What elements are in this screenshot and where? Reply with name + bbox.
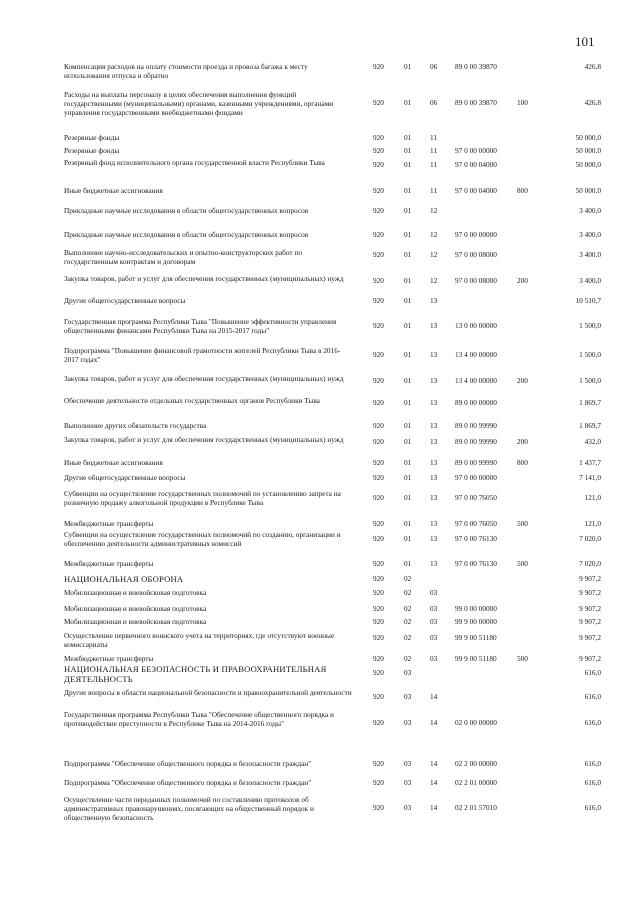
row-csr: 13 4 00 00000 bbox=[455, 376, 497, 385]
row-name: Субвенции на осуществление государственных полномочий по установлению запрета на розничную продажу алкогольной продукции в Республике Тыва bbox=[64, 489, 341, 507]
row-ved: 920 bbox=[373, 186, 384, 195]
row-pr: 13 bbox=[430, 376, 438, 385]
row-csr: 97 0 00 00000 bbox=[455, 146, 497, 155]
row-ved: 920 bbox=[373, 350, 384, 359]
row-rz: 01 bbox=[404, 186, 412, 195]
row-pr: 13 bbox=[430, 534, 438, 543]
row-pr: 13 bbox=[430, 350, 438, 359]
row-name: Государственная программа Республики Тыва "Повышение эффективности управления общественными финансами Республики Тыва на 2015-2017 годы" bbox=[64, 317, 337, 335]
row-csr: 02 2 00 00000 bbox=[455, 759, 497, 768]
row-name: Осуществление части переданных полномочий по составлению протоколов об административных правонарушениях, посягающих на общественный порядок и общественную безопасность bbox=[64, 795, 314, 822]
row-ved: 920 bbox=[373, 160, 384, 169]
row-ved: 920 bbox=[373, 493, 384, 502]
row-name: Резервный фонд исполнительного органа государственной власти Республики Тыва bbox=[64, 158, 325, 167]
row-name: Другие вопросы в области национальной безопасности и правоохранительной деятельности bbox=[64, 688, 352, 697]
row-name: Подпрограмма "Повышение финансовой грамотности жителей Республики Тыва в 2016-2017 годах" bbox=[64, 346, 341, 364]
row-sum: 1 500,0 bbox=[579, 350, 601, 359]
row-rz: 01 bbox=[404, 421, 412, 430]
row-csr: 99 0 00 00000 bbox=[455, 604, 497, 613]
row-sum: 3 400,0 bbox=[579, 276, 601, 285]
row-ved: 920 bbox=[373, 296, 384, 305]
row-name: Другие общегосударственные вопросы bbox=[64, 296, 186, 305]
row-sum: 7 020,0 bbox=[579, 559, 601, 568]
row-vr: 800 bbox=[517, 458, 528, 467]
row-name: Прикладные научные исследования в области общегосударственных вопросов bbox=[64, 230, 309, 239]
row-ved: 920 bbox=[373, 519, 384, 528]
row-rz: 03 bbox=[404, 718, 412, 727]
row-rz: 01 bbox=[404, 493, 412, 502]
row-ved: 920 bbox=[373, 559, 384, 568]
row-ved: 920 bbox=[373, 230, 384, 239]
row-pr: 14 bbox=[430, 718, 438, 727]
row-pr: 11 bbox=[430, 160, 438, 169]
row-pr: 03 bbox=[430, 654, 438, 663]
row-ved: 920 bbox=[373, 718, 384, 727]
row-csr: 89 0 00 99990 bbox=[455, 421, 497, 430]
row-pr: 12 bbox=[430, 276, 438, 285]
row-sum: 1 500,0 bbox=[579, 376, 601, 385]
row-pr: 13 bbox=[430, 296, 438, 305]
row-vr: 100 bbox=[517, 98, 528, 107]
row-ved: 920 bbox=[373, 146, 384, 155]
row-csr: 13 0 00 00000 bbox=[455, 321, 497, 330]
row-sum: 10 510,7 bbox=[575, 296, 601, 305]
row-ved: 920 bbox=[373, 534, 384, 543]
row-rz: 02 bbox=[404, 574, 412, 583]
row-rz: 02 bbox=[404, 654, 412, 663]
row-sum: 7 141,0 bbox=[579, 473, 601, 482]
row-vr: 200 bbox=[517, 437, 528, 446]
row-name: Мобилизационная и вневойсковая подготовка bbox=[64, 604, 207, 613]
row-vr: 500 bbox=[517, 559, 528, 568]
row-csr: 02 2 01 57010 bbox=[455, 803, 497, 812]
row-name: Мобилизационная и вневойсковая подготовка bbox=[64, 617, 207, 626]
row-name: Выполнение научно-исследовательских и опытно-конструкторских работ по государственным контрактам и договорам bbox=[64, 248, 302, 266]
row-name: Выполнение других обязательств государства bbox=[64, 421, 207, 430]
row-pr: 13 bbox=[430, 559, 438, 568]
row-ved: 920 bbox=[373, 321, 384, 330]
row-rz: 01 bbox=[404, 559, 412, 568]
row-ved: 920 bbox=[373, 759, 384, 768]
row-rz: 03 bbox=[404, 759, 412, 768]
row-csr: 02 0 00 00000 bbox=[455, 718, 497, 727]
row-csr: 97 0 00 00000 bbox=[455, 230, 497, 239]
row-sum: 616,0 bbox=[584, 759, 601, 768]
row-rz: 01 bbox=[404, 250, 412, 259]
row-pr: 14 bbox=[430, 759, 438, 768]
row-ved: 920 bbox=[373, 133, 384, 142]
row-ved: 920 bbox=[373, 778, 384, 787]
row-rz: 01 bbox=[404, 519, 412, 528]
row-name: Компенсация расходов на оплату стоимости проезда и провоза багажа к месту использования отпуска и обратно bbox=[64, 62, 308, 80]
row-rz: 01 bbox=[404, 437, 412, 446]
row-vr: 500 bbox=[517, 519, 528, 528]
row-ved: 920 bbox=[373, 803, 384, 812]
row-pr: 03 bbox=[430, 617, 438, 626]
row-csr: 97 0 00 00000 bbox=[455, 473, 497, 482]
row-sum: 1 437,7 bbox=[579, 458, 601, 467]
row-name: Прикладные научные исследования в области общегосударственных вопросов bbox=[64, 206, 309, 215]
row-csr: 89 0 00 39870 bbox=[455, 62, 497, 71]
row-sum: 1 869,7 bbox=[579, 421, 601, 430]
row-rz: 02 bbox=[404, 604, 412, 613]
row-sum: 426,8 bbox=[584, 98, 601, 107]
row-csr: 97 0 00 04000 bbox=[455, 160, 497, 169]
row-vr: 200 bbox=[517, 276, 528, 285]
row-csr: 99 9 00 51180 bbox=[455, 654, 497, 663]
row-rz: 01 bbox=[404, 146, 412, 155]
row-sum: 50 000,0 bbox=[575, 186, 601, 195]
row-name: НАЦИОНАЛЬНАЯ ОБОРОНА bbox=[64, 574, 184, 584]
row-csr: 97 0 00 76130 bbox=[455, 534, 497, 543]
row-ved: 920 bbox=[373, 421, 384, 430]
row-pr: 14 bbox=[430, 778, 438, 787]
row-sum: 426,8 bbox=[584, 62, 601, 71]
row-name: Мобилизационная и вневойсковая подготовка bbox=[64, 588, 207, 597]
row-rz: 02 bbox=[404, 633, 412, 642]
row-rz: 03 bbox=[404, 668, 412, 677]
row-pr: 14 bbox=[430, 692, 438, 701]
row-ved: 920 bbox=[373, 376, 384, 385]
row-ved: 920 bbox=[373, 588, 384, 597]
row-ved: 920 bbox=[373, 617, 384, 626]
row-rz: 01 bbox=[404, 133, 412, 142]
row-ved: 920 bbox=[373, 574, 384, 583]
row-pr: 12 bbox=[430, 250, 438, 259]
row-pr: 12 bbox=[430, 230, 438, 239]
row-pr: 11 bbox=[430, 146, 438, 155]
row-name: Государственная программа Республики Тыва "Обеспечение общественного порядка и противодействие преступности в Республике Тыва на 2014-2016 годы" bbox=[64, 710, 334, 728]
row-name: Межбюджетные трансферты bbox=[64, 519, 154, 528]
row-pr: 03 bbox=[430, 604, 438, 613]
row-csr: 97 0 00 76050 bbox=[455, 519, 497, 528]
row-rz: 01 bbox=[404, 206, 412, 215]
row-sum: 3 400,0 bbox=[579, 250, 601, 259]
row-rz: 01 bbox=[404, 276, 412, 285]
row-pr: 06 bbox=[430, 98, 438, 107]
row-csr: 02 2 01 00000 bbox=[455, 778, 497, 787]
row-rz: 01 bbox=[404, 296, 412, 305]
row-pr: 06 bbox=[430, 62, 438, 71]
row-ved: 920 bbox=[373, 473, 384, 482]
row-name: Расходы на выплаты персоналу в целях обеспечения выполнения функций государственными (муниципальными) органами, казенными учреждениями, органами управления государственными внебюджетными фондами bbox=[64, 90, 334, 117]
row-rz: 01 bbox=[404, 230, 412, 239]
row-sum: 616,0 bbox=[584, 668, 601, 677]
row-csr: 89 0 00 99990 bbox=[455, 437, 497, 446]
row-sum: 9 907,2 bbox=[579, 588, 601, 597]
row-rz: 01 bbox=[404, 376, 412, 385]
row-sum: 121,0 bbox=[584, 519, 601, 528]
row-pr: 13 bbox=[430, 421, 438, 430]
row-pr: 11 bbox=[430, 186, 438, 195]
row-sum: 432,0 bbox=[584, 437, 601, 446]
row-name: Иные бюджетные ассигнования bbox=[64, 458, 163, 467]
row-name: Закупка товаров, работ и услуг для обеспечения государственных (муниципальных) нужд bbox=[64, 374, 344, 383]
row-ved: 920 bbox=[373, 206, 384, 215]
row-csr: 97 0 00 76130 bbox=[455, 559, 497, 568]
row-sum: 1 869,7 bbox=[579, 398, 601, 407]
row-sum: 9 907,2 bbox=[579, 604, 601, 613]
row-name: Межбюджетные трансферты bbox=[64, 654, 154, 663]
row-csr: 97 0 00 76050 bbox=[455, 493, 497, 502]
row-sum: 121,0 bbox=[584, 493, 601, 502]
row-csr: 89 0 00 39870 bbox=[455, 98, 497, 107]
row-pr: 11 bbox=[430, 133, 438, 142]
row-ved: 920 bbox=[373, 437, 384, 446]
row-pr: 03 bbox=[430, 588, 438, 597]
row-sum: 1 500,0 bbox=[579, 321, 601, 330]
row-sum: 9 907,2 bbox=[579, 633, 601, 642]
row-csr: 89 0 00 00000 bbox=[455, 398, 497, 407]
row-ved: 920 bbox=[373, 98, 384, 107]
row-name: Закупка товаров, работ и услуг для обеспечения государственных (муниципальных) нужд bbox=[64, 435, 344, 444]
row-sum: 616,0 bbox=[584, 778, 601, 787]
row-ved: 920 bbox=[373, 604, 384, 613]
row-ved: 920 bbox=[373, 398, 384, 407]
row-ved: 920 bbox=[373, 458, 384, 467]
row-name: Субвенции на осуществление государственных полномочий по созданию, организации и обеспечению деятельности административных комиссий bbox=[64, 530, 341, 548]
row-rz: 01 bbox=[404, 473, 412, 482]
row-sum: 616,0 bbox=[584, 692, 601, 701]
row-name: Подпрограмма "Обеспечение общественного порядка и безопасности граждан" bbox=[64, 759, 312, 768]
row-pr: 12 bbox=[430, 206, 438, 215]
row-sum: 616,0 bbox=[584, 803, 601, 812]
row-name: Резервные фонды bbox=[64, 146, 120, 155]
row-csr: 99 9 00 00000 bbox=[455, 617, 497, 626]
row-rz: 01 bbox=[404, 98, 412, 107]
row-ved: 920 bbox=[373, 668, 384, 677]
row-ved: 920 bbox=[373, 250, 384, 259]
row-pr: 13 bbox=[430, 473, 438, 482]
row-name: Осуществление первичного воинского учета на территориях, где отсутствуют военные комиссариаты bbox=[64, 631, 335, 649]
row-pr: 13 bbox=[430, 458, 438, 467]
row-sum: 616,0 bbox=[584, 718, 601, 727]
page-number: 101 bbox=[575, 34, 595, 49]
row-name: Другие общегосударственные вопросы bbox=[64, 473, 186, 482]
row-rz: 01 bbox=[404, 398, 412, 407]
row-rz: 01 bbox=[404, 62, 412, 71]
row-name: Иные бюджетные ассигнования bbox=[64, 186, 163, 195]
row-name: НАЦИОНАЛЬНАЯ БЕЗОПАСНОСТЬ И ПРАВООХРАНИТЕЛЬНАЯ ДЕЯТЕЛЬНОСТЬ bbox=[64, 664, 327, 684]
row-pr: 13 bbox=[430, 519, 438, 528]
row-ved: 920 bbox=[373, 654, 384, 663]
row-rz: 02 bbox=[404, 617, 412, 626]
row-sum: 50 000,0 bbox=[575, 160, 601, 169]
row-sum: 7 020,0 bbox=[579, 534, 601, 543]
row-rz: 03 bbox=[404, 803, 412, 812]
row-sum: 9 907,2 bbox=[579, 574, 601, 583]
row-name: Межбюджетные трансферты bbox=[64, 559, 154, 568]
row-vr: 500 bbox=[517, 654, 528, 663]
row-rz: 01 bbox=[404, 350, 412, 359]
row-sum: 50 000,0 bbox=[575, 146, 601, 155]
row-pr: 13 bbox=[430, 398, 438, 407]
row-vr: 200 bbox=[517, 376, 528, 385]
row-sum: 3 400,0 bbox=[579, 206, 601, 215]
row-name: Подпрограмма "Обеспечение общественного порядка и безопасности граждан" bbox=[64, 778, 312, 787]
row-pr: 13 bbox=[430, 493, 438, 502]
row-rz: 01 bbox=[404, 458, 412, 467]
row-vr: 800 bbox=[517, 186, 528, 195]
row-rz: 03 bbox=[404, 778, 412, 787]
row-sum: 9 907,2 bbox=[579, 617, 601, 626]
row-sum: 50 000,0 bbox=[575, 133, 601, 142]
row-ved: 920 bbox=[373, 633, 384, 642]
row-csr: 97 0 00 08000 bbox=[455, 250, 497, 259]
row-rz: 01 bbox=[404, 160, 412, 169]
row-rz: 01 bbox=[404, 321, 412, 330]
row-name: Закупка товаров, работ и услуг для обеспечения государственных (муниципальных) нужд bbox=[64, 274, 344, 283]
row-ved: 920 bbox=[373, 276, 384, 285]
row-pr: 13 bbox=[430, 437, 438, 446]
row-csr: 97 0 00 08000 bbox=[455, 276, 497, 285]
row-ved: 920 bbox=[373, 62, 384, 71]
row-sum: 9 907,2 bbox=[579, 654, 601, 663]
row-sum: 3 400,0 bbox=[579, 230, 601, 239]
row-csr: 89 0 00 99990 bbox=[455, 458, 497, 467]
row-csr: 99 9 00 51180 bbox=[455, 633, 497, 642]
row-rz: 02 bbox=[404, 588, 412, 597]
row-csr: 13 4 00 00000 bbox=[455, 350, 497, 359]
row-pr: 13 bbox=[430, 321, 438, 330]
row-rz: 01 bbox=[404, 534, 412, 543]
row-name: Резервные фонды bbox=[64, 133, 120, 142]
row-csr: 97 0 00 04000 bbox=[455, 186, 497, 195]
row-pr: 14 bbox=[430, 803, 438, 812]
row-pr: 03 bbox=[430, 633, 438, 642]
row-name: Обеспечение деятельности отдельных государственных органов Республики Тыва bbox=[64, 396, 320, 405]
row-ved: 920 bbox=[373, 692, 384, 701]
row-rz: 03 bbox=[404, 692, 412, 701]
